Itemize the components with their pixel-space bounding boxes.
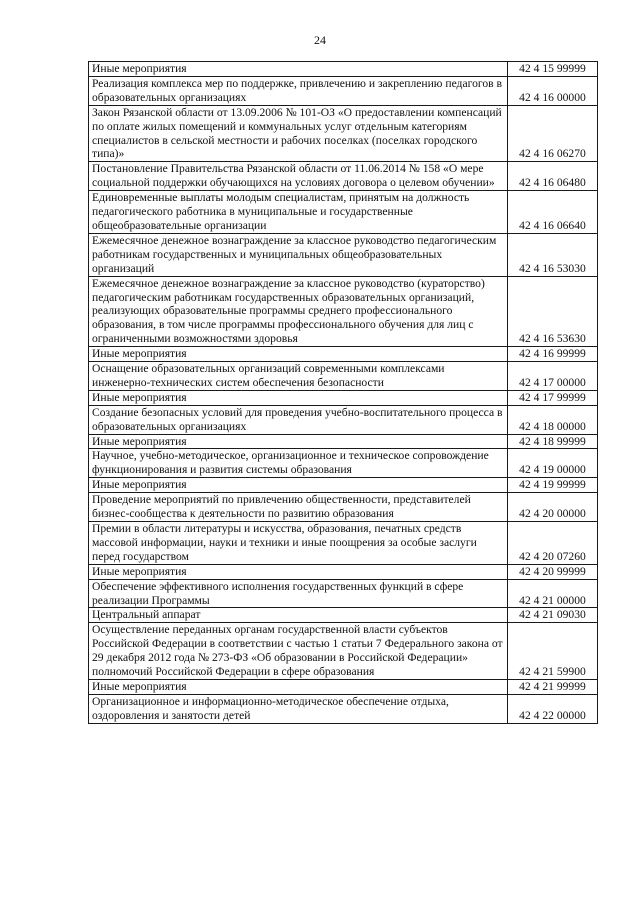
table-row [89,347,598,362]
budget-classification-table [88,61,598,724]
table-row [89,76,598,105]
row-name: Иные мероприятия [89,390,508,405]
row-name: Организационное и информационно-методическое обеспечение отдыха, оздоровления и занятости детей [89,694,508,723]
row-name: Оснащение образовательных организаций современными комплексами инженерно-технических систем обеспечения безопасности [89,362,508,391]
row-code: 42 4 18 00000 [508,405,598,434]
row-name: Научное, учебно-методическое, организационное и техническое сопровождение функционирования и развития системы образования [89,449,508,478]
table-row [89,522,598,565]
row-code: 42 4 16 00000 [508,76,598,105]
row-code: 42 4 16 06480 [508,162,598,191]
row-name: Иные мероприятия [89,478,508,493]
table-row [89,694,598,723]
row-name: Ежемесячное денежное вознаграждение за классное руководство педагогическим работникам государственных и муниципальных общеобразовательных организаций [89,233,508,276]
row-name: Закон Рязанской области от 13.09.2006 № 101-ОЗ «О предоставлении компенсаций по оплате жилых помещений и коммунальных услуг отдельным категориям специалистов в сельской местности и рабочих поселках (поселках городского типа)» [89,105,508,162]
row-code: 42 4 16 99999 [508,347,598,362]
table-row [89,162,598,191]
row-name: Иные мероприятия [89,347,508,362]
table-row [89,579,598,608]
row-code: 42 4 20 99999 [508,564,598,579]
row-code: 42 4 19 00000 [508,449,598,478]
row-code: 42 4 15 99999 [508,62,598,77]
row-name: Центральный аппарат [89,608,508,623]
row-code: 42 4 19 99999 [508,478,598,493]
table-row [89,276,598,347]
row-name: Создание безопасных условий для проведения учебно-воспитательного процесса в образовательных организациях [89,405,508,434]
row-name: Реализация комплекса мер по поддержке, привлечению и закреплению педагогов в образовательных организациях [89,76,508,105]
row-name: Ежемесячное денежное вознаграждение за классное руководство (кураторство) педагогическим работникам государственных образовательных организаций, реализующих образовательные программы среднего профессионального образования, в том числе программы профессионального обучения для лиц с ограниченными возможностями здоровья [89,276,508,347]
table-row [89,390,598,405]
table-row [89,191,598,234]
table-row [89,564,598,579]
table-row [89,105,598,162]
row-code: 42 4 16 53630 [508,276,598,347]
row-name: Иные мероприятия [89,564,508,579]
table-row [89,362,598,391]
row-name: Проведение мероприятий по привлечению общественности, представителей бизнес-сообщества к деятельности по развитию образования [89,493,508,522]
table-row [89,623,598,680]
row-code: 42 4 22 00000 [508,694,598,723]
row-name: Обеспечение эффективного исполнения государственных функций в сфере реализации Программы [89,579,508,608]
row-code: 42 4 18 99999 [508,434,598,449]
table-row [89,608,598,623]
row-name: Премии в области литературы и искусства, образования, печатных средств массовой информации, науки и техники и иные поощрения за особые заслуги перед государством [89,522,508,565]
row-name: Единовременные выплаты молодым специалистам, принятым на должность педагогического работника в муниципальные и государственные общеобразовательные организации [89,191,508,234]
row-code: 42 4 21 59900 [508,623,598,680]
row-name: Осуществление переданных органам государственной власти субъектов Российской Федерации в соответствии с частью 1 статьи 7 Федерального закона от 29 декабря 2012 года № 273-ФЗ «Об образовании в Российской Федерации» полномочий Российской Федерации в сфере образования [89,623,508,680]
row-code: 42 4 21 99999 [508,679,598,694]
row-code: 42 4 16 06270 [508,105,598,162]
table-row [89,449,598,478]
row-code: 42 4 17 00000 [508,362,598,391]
table-row [89,679,598,694]
table-row [89,434,598,449]
row-name: Постановление Правительства Рязанской области от 11.06.2014 № 158 «О мере социальной поддержки обучающихся на условиях договора о целевом обучении» [89,162,508,191]
row-code: 42 4 17 99999 [508,390,598,405]
row-name: Иные мероприятия [89,62,508,77]
table-row [89,233,598,276]
row-code: 42 4 16 53030 [508,233,598,276]
table-row [89,493,598,522]
table-row [89,405,598,434]
table-row [89,478,598,493]
row-name: Иные мероприятия [89,434,508,449]
row-code: 42 4 21 00000 [508,579,598,608]
row-code: 42 4 20 00000 [508,493,598,522]
row-code: 42 4 21 09030 [508,608,598,623]
table-row [89,62,598,77]
row-code: 42 4 20 07260 [508,522,598,565]
row-name: Иные мероприятия [89,679,508,694]
row-code: 42 4 16 06640 [508,191,598,234]
page-number: 24 [314,33,326,47]
